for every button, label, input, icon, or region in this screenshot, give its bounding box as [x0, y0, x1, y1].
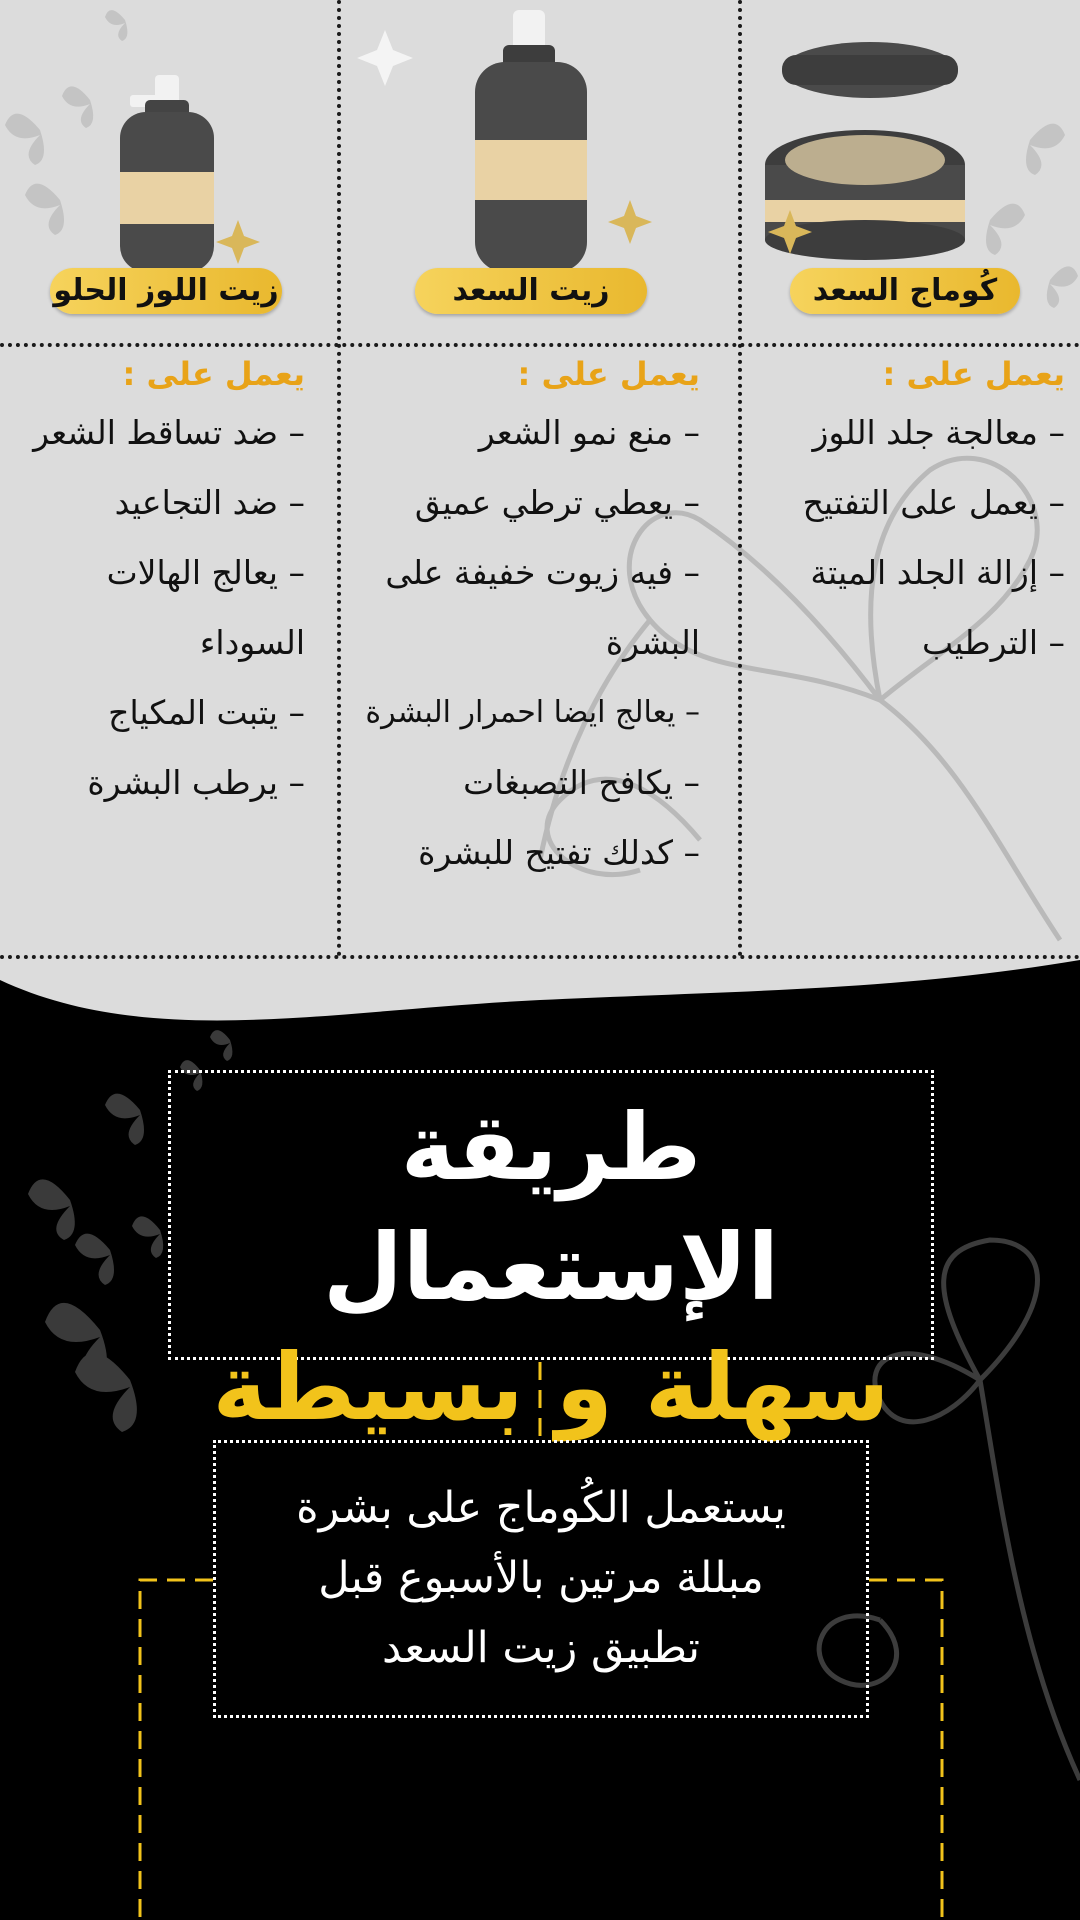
product-saad-gommage — [750, 0, 1080, 330]
benefit-item: – ضد تساقط الشعر — [15, 415, 305, 451]
product-label: زيت اللوز الحلو — [50, 268, 282, 314]
instruction-line: تطبيق زيت السعد — [381, 1623, 701, 1673]
column-header: يعمل على : — [122, 355, 305, 393]
benefit-item: – يعالج ايضا احمرار البشرة — [345, 695, 700, 731]
sparkle-icon — [216, 220, 260, 264]
sparkle-icon — [357, 30, 413, 86]
benefit-item: – كدلك تفتيح للبشرة — [345, 835, 700, 871]
product-label: كُوماج السعد — [790, 268, 1020, 314]
instruction-line: مبللة مرتين بالأسبوع قبل — [318, 1553, 764, 1603]
benefit-item: – يعطي ترطي عميق — [345, 485, 700, 521]
benefit-item: – يكافح التصبغات — [345, 765, 700, 801]
benefit-item: – ضد التجاعيد — [15, 485, 305, 521]
wave-divider — [0, 960, 1080, 1080]
connector-line — [140, 1580, 213, 1920]
benefit-item: – الترطيب — [745, 625, 1065, 661]
product-label: زيت السعد — [415, 268, 647, 314]
usage-title: طريقة الإستعمال — [322, 1094, 780, 1321]
usage-title-box — [168, 1070, 934, 1441]
usage-instructions-box — [213, 1440, 869, 1718]
divider — [0, 955, 1080, 959]
column-header: يعمل على : — [517, 355, 700, 393]
benefits-column-gommage — [745, 355, 1065, 695]
benefits-column-almond — [15, 355, 305, 835]
divider — [337, 0, 341, 957]
benefit-item: – يعمل على التفتيح — [745, 485, 1065, 521]
connector-line — [869, 1580, 942, 1920]
benefit-item-continued: السوداء — [199, 623, 305, 662]
usage-subtitle: سهلة و بسيطة — [212, 1334, 890, 1441]
column-header: يعمل على : — [882, 355, 1065, 393]
benefits-column-saad-oil — [345, 355, 700, 905]
benefit-item: – معالجة جلد اللوز — [745, 415, 1065, 451]
product-saad-oil — [345, 0, 675, 330]
divider — [738, 0, 742, 957]
benefit-item: – فيه زيوت خفيفة على — [345, 555, 700, 591]
divider — [0, 343, 1080, 347]
benefit-item: – منع نمو الشعر — [345, 415, 700, 451]
benefit-item: – يعالج الهالات — [15, 555, 305, 591]
benefit-item: – إزالة الجلد الميتة — [745, 555, 1065, 591]
product-almond-oil — [0, 0, 330, 330]
benefit-item-continued: البشرة — [605, 623, 700, 662]
sparkle-icon — [608, 200, 652, 244]
instruction-line: يستعمل الكُوماج على بشرة — [296, 1483, 786, 1533]
benefit-item: – يرطب البشرة — [15, 765, 305, 801]
benefit-item: – يتبت المكياج — [15, 695, 305, 731]
